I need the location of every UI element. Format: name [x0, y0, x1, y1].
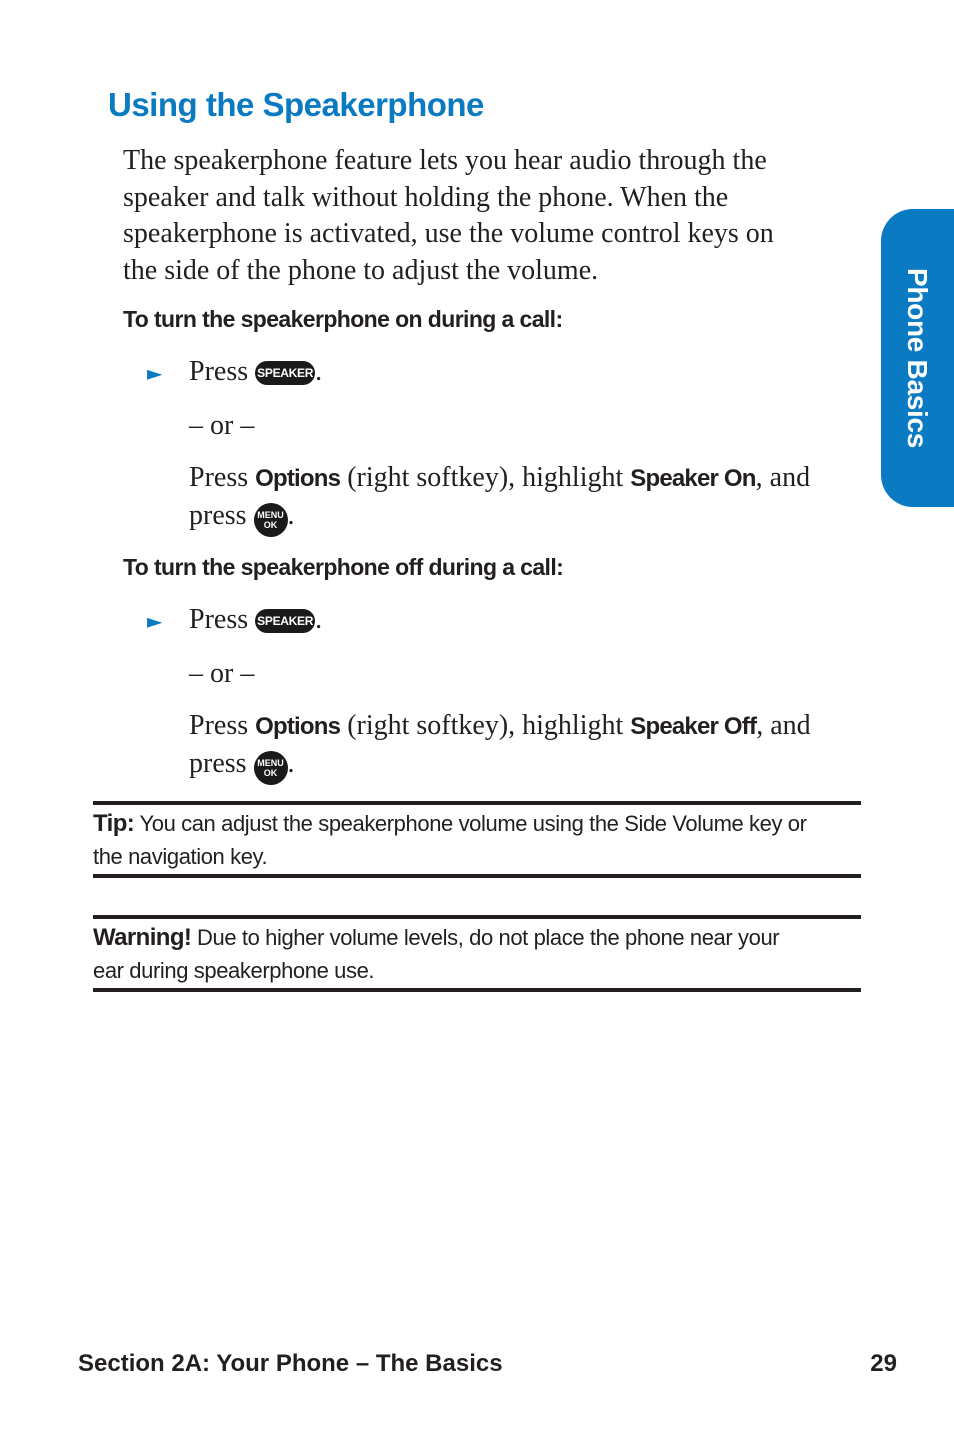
intro-line: speaker and talk without holding the phone. When the	[123, 181, 729, 213]
speaker-on-step	[189, 356, 322, 388]
menu-ok-key-icon: MENU OK	[254, 751, 288, 785]
warning-top-rule	[93, 915, 861, 919]
period: .	[315, 356, 323, 387]
period: .	[315, 604, 323, 635]
press-text: press	[189, 748, 247, 779]
press-text: Press	[189, 604, 249, 635]
speaker-off-step	[189, 604, 322, 636]
intro-line: the side of the phone to adjust the volume.	[123, 254, 599, 286]
or-separator: – or –	[189, 410, 255, 441]
bullet-arrow-icon: ►	[147, 361, 163, 385]
step-text: (right softkey), highlight	[347, 710, 624, 741]
period: .	[287, 500, 295, 531]
tip-text: You can adjust the speakerphone volume using the Side Volume key or	[139, 811, 807, 836]
intro-line: The speakerphone feature lets you hear audio through the	[123, 145, 767, 176]
press-text: press	[189, 500, 247, 531]
options-label: Options	[255, 713, 341, 740]
tip-bottom-rule	[93, 874, 861, 878]
step-text: , and	[756, 710, 811, 741]
side-tab-label: Phone Basics	[902, 267, 933, 449]
warning-note	[93, 921, 861, 987]
tip-text: the navigation key.	[93, 844, 268, 869]
page-number: 29	[870, 1350, 897, 1377]
intro-paragraph	[123, 143, 863, 289]
step-text: (right softkey), highlight	[347, 462, 624, 493]
speaker-on-alt-step-cont	[189, 500, 295, 537]
press-text: Press	[189, 356, 249, 387]
side-section-tab	[881, 209, 954, 507]
tip-note	[93, 807, 861, 873]
bullet-arrow-icon: ►	[147, 609, 163, 633]
speaker-on-label: Speaker On	[630, 465, 756, 492]
speaker-off-label: Speaker Off	[630, 713, 757, 740]
press-text: Press	[189, 710, 249, 741]
speaker-on-alt-step	[189, 462, 810, 494]
options-label: Options	[255, 465, 341, 492]
tip-top-rule	[93, 801, 861, 805]
period: .	[287, 748, 295, 779]
speaker-key-icon: SPEAKER	[255, 609, 315, 633]
speaker-off-alt-step	[189, 710, 811, 742]
warning-text: ear during speakerphone use.	[93, 958, 375, 983]
speaker-key-icon: SPEAKER	[255, 361, 315, 385]
or-separator: – or –	[189, 658, 255, 689]
warning-text: Due to higher volume levels, do not place the phone near your	[197, 925, 780, 950]
warning-bottom-rule	[93, 988, 861, 992]
speaker-off-alt-step-cont	[189, 748, 295, 785]
warning-label: Warning!	[93, 924, 192, 951]
tip-label: Tip:	[93, 810, 135, 837]
intro-line: speakerphone is activated, use the volume control keys on	[123, 218, 774, 249]
menu-ok-key-icon: MENU OK	[254, 503, 288, 537]
step-text: , and	[755, 462, 811, 493]
speaker-off-heading: To turn the speakerphone off during a call:	[123, 554, 564, 580]
speaker-on-heading: To turn the speakerphone on during a call:	[123, 306, 563, 332]
footer-section-title: Section 2A: Your Phone – The Basics	[78, 1350, 503, 1377]
page-title: Using the Speakerphone	[108, 86, 484, 123]
press-text: Press	[189, 462, 249, 493]
